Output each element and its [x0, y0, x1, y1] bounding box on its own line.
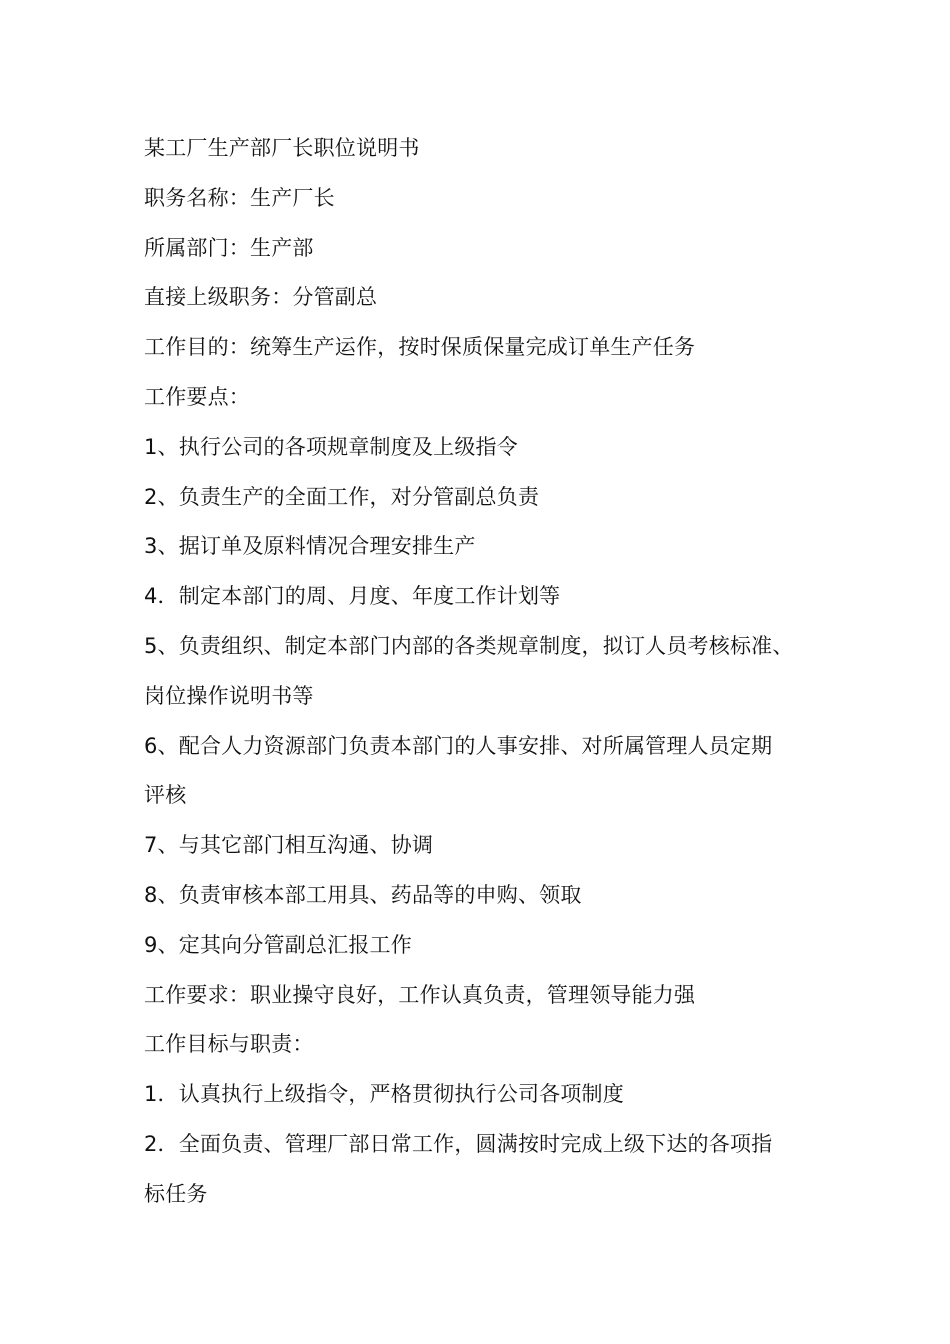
document-title: 某工厂生产部厂长职位说明书 [144, 136, 420, 160]
section-heading-key-points: 工作要点： [144, 384, 250, 409]
duty-item-1: 1．认真执行上级指令，严格贯彻执行公司各项制度 [144, 1082, 624, 1107]
field-job-requirements: 工作要求：职业操守良好，工作认真负责，管理领导能力强 [144, 982, 696, 1007]
field-department: 所属部门：生产部 [144, 235, 314, 260]
field-position-name: 职务名称：生产厂长 [144, 185, 335, 210]
duty-item-2-continued: 标任务 [144, 1181, 208, 1206]
key-point-item-2: 2、负责生产的全面工作，对分管副总负责 [144, 484, 540, 509]
document-body [144, 124, 834, 1220]
key-point-item-7: 7、与其它部门相互沟通、协调 [144, 833, 434, 858]
key-point-item-9: 9、定其向分管副总汇报工作 [144, 932, 412, 957]
key-point-item-8: 8、负责审核本部工用具、药品等的申购、领取 [144, 882, 582, 907]
field-job-purpose: 工作目的：统筹生产运作，按时保质保量完成订单生产任务 [144, 335, 696, 360]
duty-item-2: 2．全面负责、管理厂部日常工作，圆满按时完成上级下达的各项指 [144, 1131, 773, 1156]
key-point-item-3: 3、据订单及原料情况合理安排生产 [144, 534, 476, 559]
key-point-item-6-continued: 评核 [144, 783, 187, 808]
key-point-item-5: 5、负责组织、制定本部门内部的各类规章制度，拟订人员考核标准、 [144, 633, 794, 658]
section-heading-goals-duties: 工作目标与职责： [144, 1032, 314, 1057]
field-direct-supervisor: 直接上级职务：分管副总 [144, 285, 378, 310]
key-point-item-4: 4．制定本部门的周、月度、年度工作计划等 [144, 584, 561, 609]
key-point-item-1: 1、执行公司的各项规章制度及上级指令 [144, 434, 518, 459]
key-point-item-5-continued: 岗位操作说明书等 [144, 683, 314, 708]
key-point-item-6: 6、配合人力资源部门负责本部门的人事安排、对所属管理人员定期 [144, 733, 773, 758]
